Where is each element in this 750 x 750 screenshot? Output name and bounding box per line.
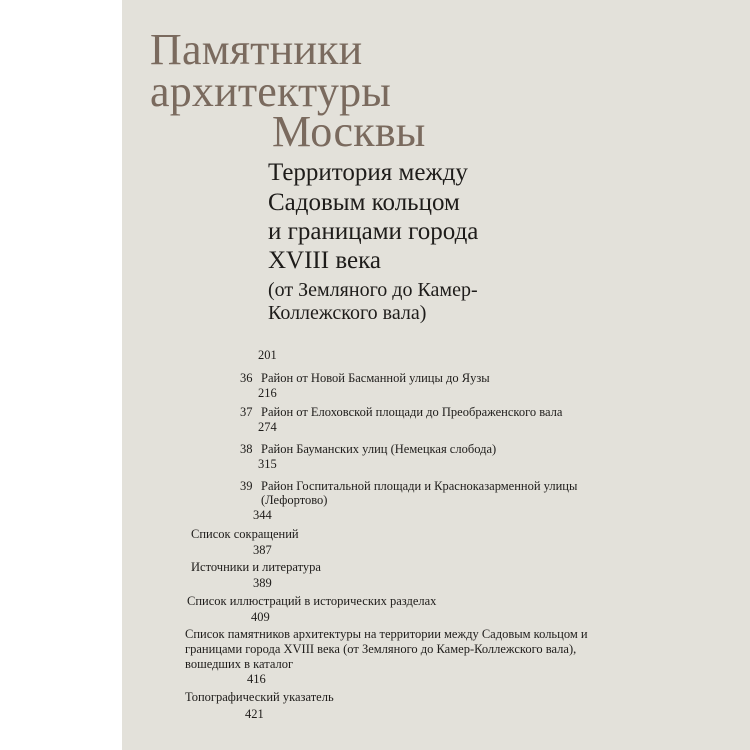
- chapter-page: 344: [253, 508, 272, 522]
- title-line-2: архитектуры: [150, 67, 392, 116]
- title-line-1: Памятники: [150, 25, 363, 74]
- chapter-number: 39: [240, 479, 253, 493]
- section-title: Источники и литература: [191, 560, 321, 574]
- chapter-title: Район Бауманских улиц (Немецкая слобода): [261, 442, 497, 456]
- section-title-line-3: вошедших в каталог: [185, 657, 294, 671]
- chapter-number: 37: [240, 405, 253, 419]
- chapter-title-line-1: Район Госпитальной площади и Красноказарменной улицы: [261, 479, 578, 493]
- subtitle-line-4: XVIII века: [268, 247, 381, 274]
- chapter-number: 36: [240, 371, 253, 385]
- section-page: 421: [245, 707, 264, 721]
- section-title-line-1: Список памятников архитектуры на территории между Садовым кольцом и: [185, 627, 588, 641]
- section-page: 416: [247, 672, 266, 686]
- section-title-line-2: границами города XVIII века (от Земляного до Камер-Коллежского вала),: [185, 642, 577, 656]
- paren-line-2: Коллежского вала): [268, 302, 427, 324]
- section-page: 389: [253, 576, 272, 590]
- section-page: 409: [251, 610, 270, 624]
- subtitle-line-1: Территория между: [268, 159, 468, 186]
- subtitle-line-2: Садовым кольцом: [268, 189, 460, 216]
- chapter-page: 315: [258, 457, 277, 471]
- section-title: Топографический указатель: [185, 690, 334, 704]
- book-page: [122, 0, 750, 750]
- section-title: Список сокращений: [191, 527, 299, 541]
- paren-line-1: (от Земляного до Камер-: [268, 279, 478, 301]
- toc-page-first: 201: [258, 348, 277, 362]
- section-title: Список иллюстраций в исторических разделах: [187, 594, 437, 608]
- chapter-title: Район от Елоховской площади до Преображенского вала: [261, 405, 563, 419]
- title-line-3: Москвы: [272, 107, 426, 156]
- subtitle-line-3: и границами города: [268, 218, 479, 245]
- chapter-number: 38: [240, 442, 253, 456]
- section-page: 387: [253, 543, 272, 557]
- chapter-page: 216: [258, 386, 277, 400]
- chapter-title: Район от Новой Басманной улицы до Яузы: [261, 371, 490, 385]
- chapter-title-line-2: (Лефортово): [261, 493, 328, 507]
- chapter-page: 274: [258, 420, 277, 434]
